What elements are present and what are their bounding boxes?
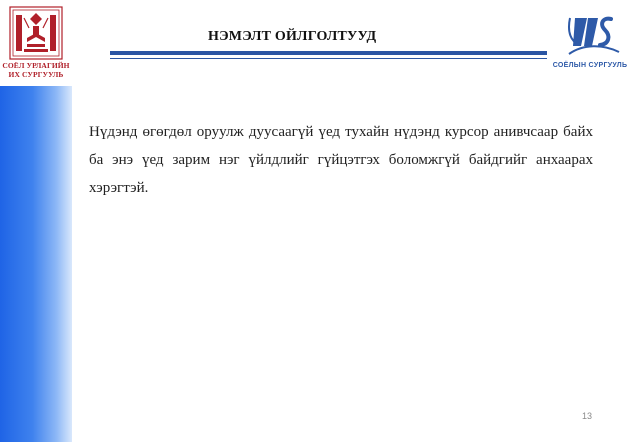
page-number: 13 <box>582 411 593 421</box>
school-emblem-icon <box>567 14 621 60</box>
body-paragraph: Нүдэнд өгөгдөл оруулж дуусаагүй үед тухайн нүдэнд курсор анивчсаар байх ба энэ үед зарим нэг үйлдлийг гүйцэтгэх боломжгүй байдгийг анхаарах хэрэгтэй. <box>89 124 593 196</box>
university-logo-line2: ИХ СУРГУУЛЬ <box>8 70 64 79</box>
school-logo-caption: СОЁЛЫН СУРГУУЛЬ <box>552 62 628 69</box>
page-title: НЭМЭЛТ ОЙЛГОЛТУУД <box>208 29 377 44</box>
university-logo-line1: СОЁЛ УРЛАГИЙН <box>2 61 70 70</box>
header-divider-thin <box>110 58 547 59</box>
university-logo <box>0 0 72 86</box>
header-divider-thick <box>110 51 547 55</box>
university-emblem-icon <box>9 6 63 60</box>
